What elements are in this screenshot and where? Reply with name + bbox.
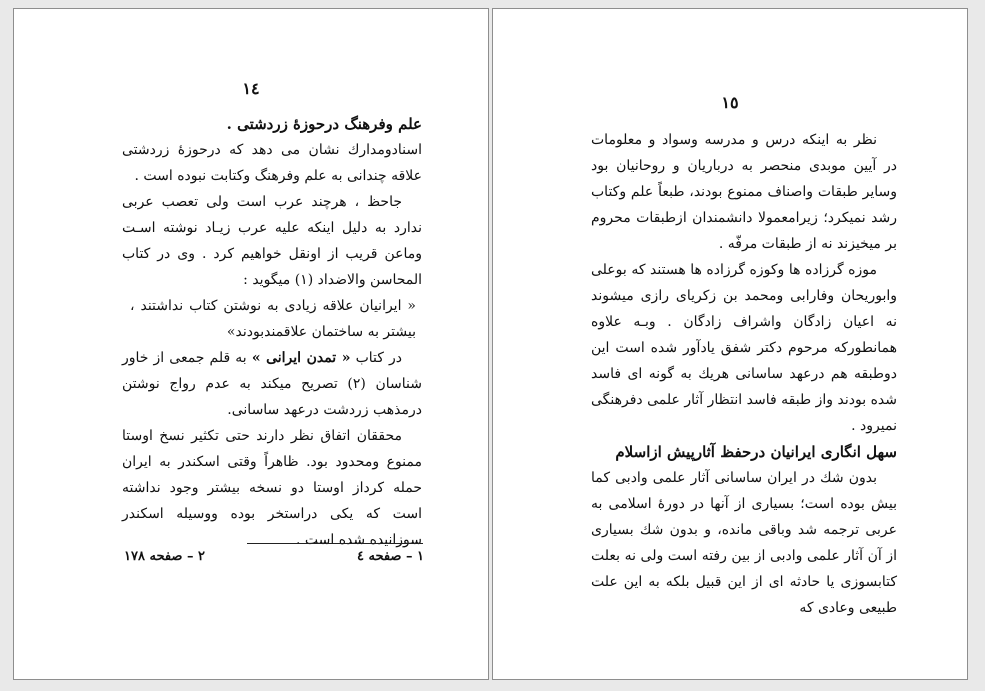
page-number: ١٥ bbox=[721, 93, 739, 112]
paragraph bbox=[122, 345, 422, 423]
paragraph-text: به قلم جمعی از خاور شناسان (٢) تصریح میکند به عدم رواج نوشتن درمذهب زردشت درعهد ساسانی. bbox=[122, 350, 422, 418]
paragraph: اسنادومدارك نشان می دهد که درحوزهٔ زردشتی علاقه چندانی به علم وفرهنگ وکتابت نبوده است . bbox=[122, 142, 422, 184]
left-page-text bbox=[122, 111, 422, 553]
footnote-1: ١ – صفحه ٤ bbox=[356, 549, 424, 564]
footnote-2: ٢ – صفحه ١٧٨ bbox=[124, 549, 205, 564]
section-heading: سهل انگاری ایرانیان درحفظ آثارپیش ازاسلام bbox=[615, 443, 897, 461]
section-heading: علم وفرهنگ درحوزهٔ زردشتی . bbox=[226, 115, 422, 133]
footnote-divider bbox=[247, 543, 423, 544]
book-title: « تمدن ایرانی » bbox=[251, 350, 351, 366]
paragraph: موزه گرزاده ها وکوزه گرزاده ها هستند که بوعلی وابوریحان وفارابی ومحمد بن زکریای رازی میشوند نه اعیان زادگان واشراف زادگان . وبـه علاوه همانطورکه مرحوم دکتر شفق یادآور شده است این دوطبقه هم درعهد ساسانی هریك به گونه ای فاسد شده بودند واز طبقه فاسد انتظار آثار علمی دفرهنگی نمیرود . bbox=[591, 262, 897, 434]
paragraph: نظر به اینکه درس و مدرسه وسواد و معلومات در آیین موبدی منحصر به درباریان و روحانیان بود وسایر طبقات واصناف ممنوع بودند، طبعاً علم وکتاب رشد نمیکرد؛ زیرامعمولا دانشمندان ازطبقات محروم بر میخیزند نه از طبقات مرفّه . bbox=[591, 132, 897, 252]
footnotes bbox=[124, 549, 424, 571]
paragraph-text: در کتاب bbox=[355, 350, 403, 366]
right-page-text bbox=[591, 127, 897, 621]
page-number: ١٤ bbox=[242, 79, 260, 98]
block-quote: « ایرانیان علاقه زیادی به نوشتن کتاب نداشتند ، بیشتر به ساختمان علاقمندبودند» bbox=[130, 298, 416, 340]
paragraph: جاحظ ، هرچند عرب است ولی تعصب عربی ندارد به دلیل اینکه علیه عرب زیـاد نوشته اسـت وماعن قریب از اونقل خواهیم کرد . وی در کتاب المحاسن والاضداد (١) میگوید : bbox=[122, 194, 422, 288]
left-page bbox=[13, 8, 489, 680]
paragraph: بدون شك در ایران ساسانی آثار علمی وادبی کما بیش بوده است؛ بسیاری از آنها در دورهٔ اسلامی به عربی ترجمه شد وباقی مانده، و بدون شك بسیاری از آن آثار علمی وادبی از بین رفته است ولی نه بعلت کتابسوزی یا حادثه ای از این قبیل بلکه به این علت طبیعی وعادی که bbox=[591, 470, 897, 616]
right-page bbox=[492, 8, 968, 680]
paragraph: محققان اتفاق نظر دارند حتی تکثیر نسخ اوستا ممنوع ومحدود بود. ظاهراً وقتی اسکندر به ایران حمله کرداز اوستا دو نسخه بیشتر وجود نداشته است که یکی دراستخر بوده ووسیله اسکندر سوزانیده شده است . bbox=[122, 428, 422, 548]
